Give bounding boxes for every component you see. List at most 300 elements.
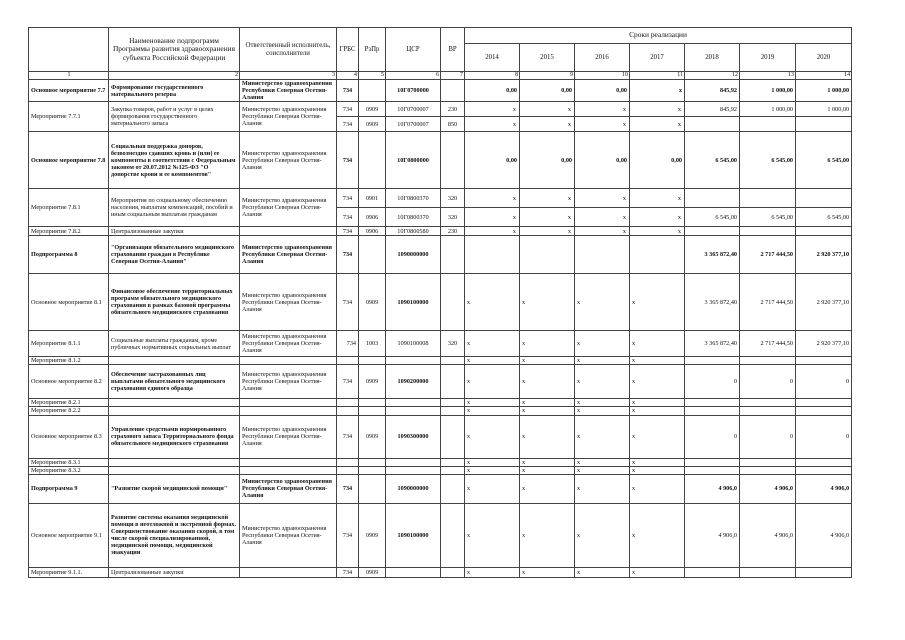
cell-2020 [796,117,852,132]
cell-2016: х [575,189,630,208]
cell-2015: х [520,189,575,208]
column-number: 1 [29,72,109,80]
column-number: 11 [630,72,685,80]
cell-2014: 0,00 [465,80,520,102]
header-responsible: Ответственный исполнитель, соисполнители [240,28,337,72]
year-header: 2014 [465,44,520,72]
cell-2015: х [520,466,575,474]
row-rzpr: 0906 [359,227,386,236]
row-name: Мероприятие 7.8.2 [29,227,109,236]
table-row [29,357,852,365]
cell-2016: х [575,331,630,357]
cell-2018: 6 545,00 [685,208,740,227]
row-grbs: 734 [337,503,359,567]
cell-2015: 0,00 [520,132,575,189]
row-responsible: Министерство здравоохранения Республики Северная Осетия-Алания [240,331,337,357]
cell-2018: 845,92 [685,80,740,102]
cell-2017 [630,236,685,274]
row-responsible: Министерство здравоохранения Республики Северная Осетия-Алания [240,503,337,567]
row-rzpr [359,236,386,274]
cell-2020: 0 [796,415,852,458]
cell-2016 [575,236,630,274]
cell-2014: х [465,274,520,331]
row-rzpr [359,474,386,503]
row-title: Мероприятия по социальному обеспечению населения, выплатам компенсаций, пособий и иным социальным выплатам гражданам [109,189,240,227]
row-title: Обеспечение застрахованных лиц выплатами обязательного медицинского страхования единого образца [109,365,240,399]
row-grbs: 734 [337,117,359,132]
row-name: Мероприятие 8.1.1 [29,331,109,357]
program-table-sheet [28,27,851,578]
column-number: 7 [441,72,465,80]
row-rzpr: 0901 [359,189,386,208]
row-grbs: 734 [337,567,359,577]
cell-2014: х [465,415,520,458]
column-number: 13 [740,72,796,80]
row-vr [441,399,465,407]
column-number: 10 [575,72,630,80]
row-name: Основное мероприятие 8.3 [29,415,109,458]
cell-2018 [685,458,740,466]
cell-2016: х [575,102,630,117]
row-csr: 1090300000 [386,415,441,458]
row-title: Закупка товаров, работ и услуг в целях формирования государственного материального запаса [109,102,240,132]
cell-2019 [740,189,796,208]
year-header: 2018 [685,44,740,72]
row-csr [386,399,441,407]
cell-2016: х [575,407,630,415]
row-title: Централизованные закупки [109,567,240,577]
row-grbs: 734 [337,208,359,227]
cell-2020: 2 920 377,10 [796,331,852,357]
cell-2015: х [520,208,575,227]
row-vr [441,474,465,503]
cell-2016: х [575,474,630,503]
cell-2016: х [575,274,630,331]
cell-2020: 2 920 377,10 [796,236,852,274]
cell-2017: х [630,474,685,503]
year-header: 2017 [630,44,685,72]
cell-2015: х [520,407,575,415]
row-title [109,399,240,407]
row-responsible: Министерство здравоохранения Республики Северная Осетия-Алания [240,236,337,274]
column-number: 12 [685,72,740,80]
header-vr: ВР [441,28,465,72]
cell-2020 [796,567,852,577]
cell-2017: х [630,208,685,227]
cell-2017: х [630,365,685,399]
cell-2017: х [630,458,685,466]
cell-2015: 0,00 [520,80,575,102]
cell-2018 [685,189,740,208]
row-vr [441,357,465,365]
cell-2016: х [575,415,630,458]
row-csr [386,567,441,577]
cell-2015: х [520,117,575,132]
row-csr: 10Г0800370 [386,208,441,227]
cell-2019 [740,466,796,474]
cell-2015: х [520,227,575,236]
row-csr: 1090100000 [386,274,441,331]
row-vr: 230 [441,227,465,236]
table-row [29,415,852,458]
row-rzpr: 0906 [359,208,386,227]
cell-2017: х [630,189,685,208]
row-title: Управление средствами нормированного страхового запаса Территориального фонда обязательного медицинского страхования [109,415,240,458]
cell-2015 [520,236,575,274]
table-row [29,102,852,117]
cell-2015: х [520,567,575,577]
row-rzpr [359,399,386,407]
row-csr [386,458,441,466]
row-grbs [337,399,359,407]
column-number: 14 [796,72,852,80]
row-grbs: 734 [337,365,359,399]
row-name: Подпрограмма 9 [29,474,109,503]
row-csr [386,357,441,365]
row-title: Финансовое обеспечение территориальных программ обязательного медицинского страхования в рамках базовой программы обязательного медицинского страхования [109,274,240,331]
row-title [109,458,240,466]
cell-2018: 845,92 [685,102,740,117]
cell-2016: 0,00 [575,132,630,189]
row-responsible [240,357,337,365]
cell-2014: х [465,399,520,407]
row-title [109,407,240,415]
cell-2014: х [465,567,520,577]
column-number: 3 [240,72,337,80]
cell-2018: 3 365 872,40 [685,274,740,331]
cell-2015: х [520,503,575,567]
row-rzpr [359,80,386,102]
row-grbs: 734 [337,331,359,357]
cell-2016: х [575,458,630,466]
row-responsible [240,407,337,415]
row-csr [386,466,441,474]
cell-2019 [740,117,796,132]
cell-2019 [740,399,796,407]
year-header: 2020 [796,44,852,72]
cell-2014: х [465,503,520,567]
cell-2017: х [630,503,685,567]
row-responsible [240,466,337,474]
row-responsible: Министерство здравоохранения Республики Северная Осетия-Алания [240,102,337,132]
cell-2017: х [630,567,685,577]
cell-2019 [740,227,796,236]
cell-2018 [685,117,740,132]
row-vr [441,80,465,102]
row-name: Основное мероприятие 8.1 [29,274,109,331]
table-row [29,407,852,415]
program-table [28,27,852,578]
cell-2018 [685,357,740,365]
cell-2019: 2 717 444,50 [740,331,796,357]
cell-2016: х [575,466,630,474]
row-csr [386,407,441,415]
cell-2017: х [630,357,685,365]
cell-2018: 0 [685,365,740,399]
table-row [29,503,852,567]
cell-2020: 6 545,00 [796,132,852,189]
row-name: Подпрограмма 8 [29,236,109,274]
cell-2016: х [575,357,630,365]
header-rzpr: РзПр [359,28,386,72]
row-name: Основное мероприятие 8.2 [29,365,109,399]
row-name: Мероприятие 7.8.1 [29,189,109,227]
row-responsible [240,227,337,236]
row-grbs: 734 [337,132,359,189]
row-name: Мероприятие 8.3.1 [29,458,109,466]
cell-2016: х [575,503,630,567]
column-number: 5 [359,72,386,80]
cell-2016: х [575,117,630,132]
row-rzpr: 0909 [359,117,386,132]
cell-2015: х [520,474,575,503]
cell-2016: х [575,227,630,236]
row-rzpr [359,458,386,466]
table-row [29,466,852,474]
cell-2018: 4 906,0 [685,503,740,567]
row-csr: 1090200000 [386,365,441,399]
cell-2019: 2 717 444,50 [740,236,796,274]
row-name: Мероприятие 8.2.1 [29,399,109,407]
row-grbs: 734 [337,274,359,331]
cell-2017: х [630,274,685,331]
cell-2017: х [630,117,685,132]
row-grbs: 734 [337,80,359,102]
cell-2019: 0 [740,415,796,458]
row-vr: 850 [441,117,465,132]
row-title: Социальные выплаты гражданам, кроме публичных нормативных социальных выплат [109,331,240,357]
cell-2020: 1 000,00 [796,102,852,117]
cell-2020 [796,189,852,208]
column-number-row [29,72,852,80]
table-row [29,399,852,407]
year-header: 2019 [740,44,796,72]
row-grbs: 734 [337,189,359,208]
cell-2014: х [465,357,520,365]
column-number: 6 [386,72,441,80]
row-title: Социальная поддержка доноров, безвозмездно сдавших кровь и (или) ее компоненты в соответствии с Федеральным законом от 20.07.2012 №125-ФЗ "О донорстве крови и ее компонентов" [109,132,240,189]
cell-2018: 3 365 872,40 [685,236,740,274]
cell-2019: 6 545,00 [740,208,796,227]
cell-2019 [740,458,796,466]
cell-2020: 4 906,0 [796,474,852,503]
row-vr [441,132,465,189]
cell-2020: 1 000,00 [796,80,852,102]
cell-2015: х [520,458,575,466]
row-responsible: Министерство здравоохранения Республики Северная Осетия-Алания [240,80,337,102]
row-name: Мероприятие 9.1.1. [29,567,109,577]
cell-2019 [740,567,796,577]
cell-2020: 6 545,00 [796,208,852,227]
column-number: 2 [109,72,240,80]
row-responsible: Министерство здравоохранения Республики Северная Осетия-Алания [240,132,337,189]
cell-2018: 6 545,00 [685,132,740,189]
cell-2014: х [465,208,520,227]
cell-2015: х [520,357,575,365]
cell-2017: х [630,415,685,458]
cell-2017: 0,00 [630,132,685,189]
row-responsible [240,399,337,407]
header-col1 [29,28,109,72]
row-grbs [337,357,359,365]
row-vr [441,466,465,474]
row-title: Формирование государственного материального резерва [109,80,240,102]
row-title: Централизованные закупки [109,227,240,236]
cell-2014: х [465,474,520,503]
table-row [29,227,852,236]
row-rzpr: 0909 [359,567,386,577]
cell-2016: х [575,208,630,227]
cell-2020: 0 [796,365,852,399]
year-header: 2015 [520,44,575,72]
row-responsible [240,458,337,466]
cell-2014 [465,236,520,274]
row-name: Основное мероприятие 7.7 [29,80,109,102]
row-grbs: 734 [337,236,359,274]
row-vr [441,503,465,567]
table-row [29,365,852,399]
cell-2018: 0 [685,415,740,458]
row-csr: 1090100008 [386,331,441,357]
row-rzpr [359,407,386,415]
column-number: 9 [520,72,575,80]
cell-2018: 3 365 872,40 [685,331,740,357]
row-responsible: Министерство здравоохранения Республики Северная Осетия-Алания [240,474,337,503]
cell-2017: х [630,102,685,117]
cell-2014: х [465,102,520,117]
row-csr: 10Г0700007 [386,102,441,117]
row-vr [441,407,465,415]
cell-2014: х [465,407,520,415]
cell-2014: х [465,365,520,399]
table-row [29,189,852,208]
cell-2020 [796,357,852,365]
cell-2014: х [465,189,520,208]
row-csr: 10Г0700000 [386,80,441,102]
row-grbs: 734 [337,227,359,236]
row-rzpr: 1003 [359,331,386,357]
row-vr: 320 [441,331,465,357]
cell-2014: х [465,466,520,474]
row-csr: 1090100000 [386,503,441,567]
cell-2018 [685,567,740,577]
cell-2019: 6 545,00 [740,132,796,189]
header-terms: Сроки реализации [465,28,852,44]
row-rzpr: 0909 [359,102,386,117]
table-row [29,132,852,189]
row-vr [441,365,465,399]
row-rzpr: 0909 [359,274,386,331]
cell-2020 [796,458,852,466]
row-grbs [337,466,359,474]
cell-2017: х [630,466,685,474]
row-grbs: 734 [337,474,359,503]
table-row [29,331,852,357]
cell-2018 [685,407,740,415]
cell-2018 [685,227,740,236]
row-title: "Организация обязательного медицинского страхования граждан в Республике Северная Осетия-Алания" [109,236,240,274]
row-rzpr [359,132,386,189]
column-number: 8 [465,72,520,80]
cell-2016: 0,00 [575,80,630,102]
year-header: 2016 [575,44,630,72]
row-name: Мероприятие 7.7.1 [29,102,109,132]
cell-2019: 2 717 444,50 [740,274,796,331]
cell-2020 [796,227,852,236]
cell-2014: х [465,331,520,357]
cell-2020 [796,407,852,415]
row-responsible: Министерство здравоохранения Республики Северная Осетия-Алания [240,365,337,399]
row-name: Основное мероприятие 7.8 [29,132,109,189]
cell-2019 [740,357,796,365]
row-responsible: Министерство здравоохранения Республики Северная Осетия-Алания [240,274,337,331]
cell-2017: х [630,80,685,102]
cell-2015: х [520,399,575,407]
row-title: "Развитие скорой медицинской помощи" [109,474,240,503]
cell-2017: х [630,407,685,415]
cell-2018 [685,466,740,474]
row-csr: 10Г0800580 [386,227,441,236]
row-vr: 320 [441,189,465,208]
row-csr: 10Г0800370 [386,189,441,208]
cell-2015: х [520,274,575,331]
table-row [29,236,852,274]
row-vr [441,567,465,577]
cell-2020: 4 906,0 [796,503,852,567]
row-rzpr [359,466,386,474]
cell-2014: 0,00 [465,132,520,189]
cell-2014: х [465,458,520,466]
row-vr: 320 [441,208,465,227]
row-name: Мероприятие 8.1.2 [29,357,109,365]
cell-2015: х [520,415,575,458]
cell-2016: х [575,365,630,399]
cell-2019: 4 906,0 [740,474,796,503]
row-name: Мероприятие 8.2.2 [29,407,109,415]
header-subprogram-name: Наименование подпрограмм Программы развития здравоохранения субъекта Российской Федерации [109,28,240,72]
row-rzpr: 0909 [359,503,386,567]
row-grbs: 734 [337,415,359,458]
cell-2015: х [520,102,575,117]
row-name: Мероприятие 8.3.2 [29,466,109,474]
row-grbs: 734 [337,102,359,117]
row-csr: 1090000000 [386,474,441,503]
row-vr [441,236,465,274]
row-vr [441,274,465,331]
row-title: Развитие системы оказания медицинской помощи в неотложной и экстренной формах. Совершенствование оказания скорой, в том числе скорой специализированной, медицинской помощи, медицинской эвакуации [109,503,240,567]
cell-2019 [740,407,796,415]
cell-2016: х [575,399,630,407]
row-rzpr [359,357,386,365]
cell-2015: х [520,365,575,399]
cell-2019: 4 906,0 [740,503,796,567]
cell-2020: 2 920 377,10 [796,274,852,331]
row-vr: 230 [441,102,465,117]
cell-2014: х [465,227,520,236]
cell-2017: х [630,331,685,357]
table-row [29,274,852,331]
cell-2015: х [520,331,575,357]
row-name: Основное мероприятие 9.1 [29,503,109,567]
header-csr: ЦСР [386,28,441,72]
row-csr: 10Г0700007 [386,117,441,132]
row-csr: 10Г0800000 [386,132,441,189]
table-row [29,458,852,466]
row-vr [441,415,465,458]
row-vr [441,458,465,466]
row-title [109,466,240,474]
cell-2020 [796,466,852,474]
